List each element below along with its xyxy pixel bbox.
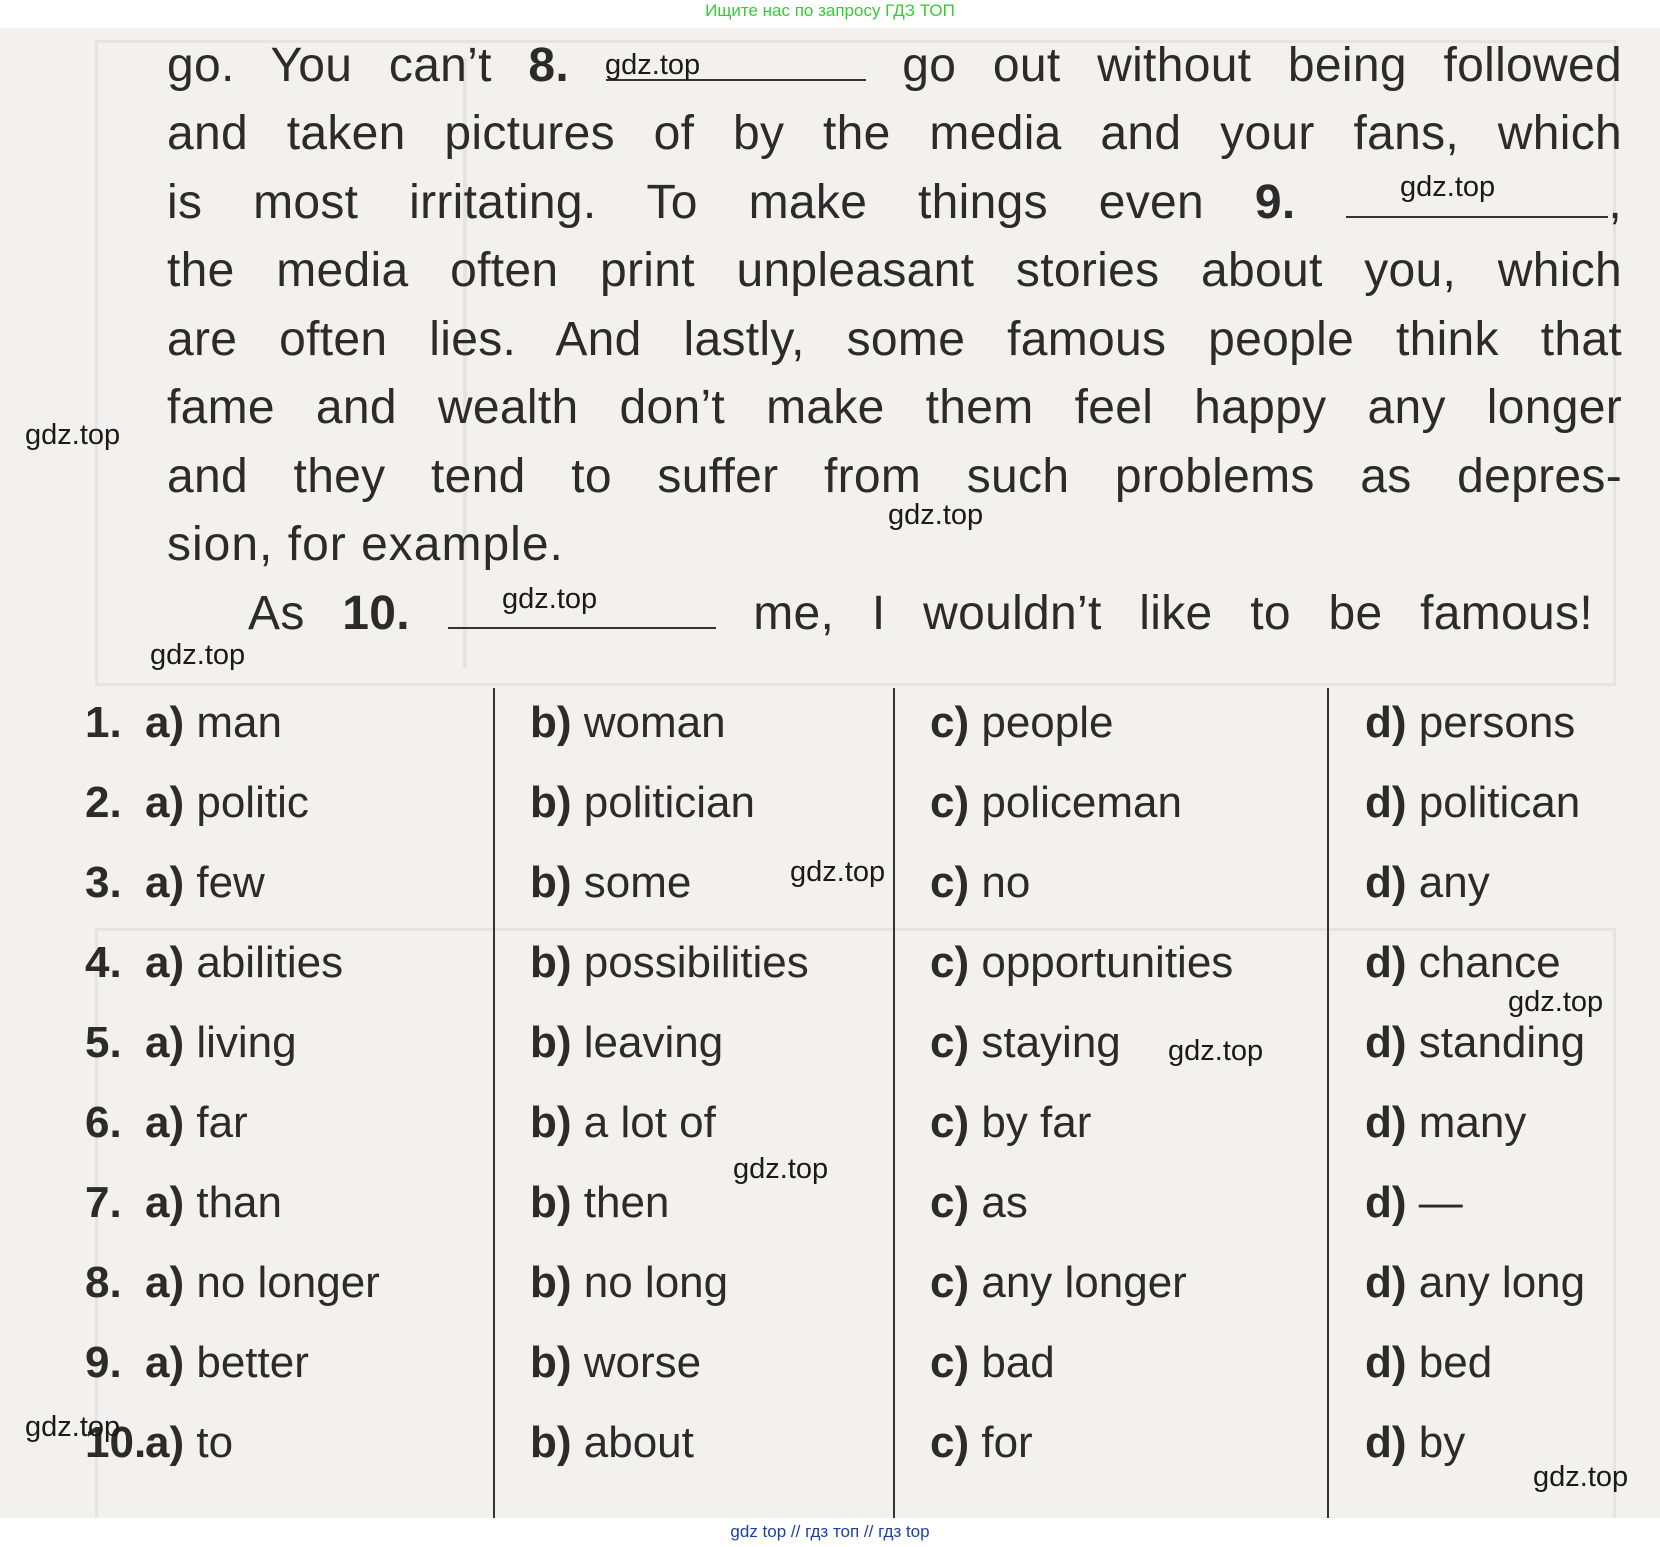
footer-banner: gdz top // гдз топ // гдз top [730,1522,930,1541]
option-9-c: c) bad [930,1338,1055,1387]
option-9-d: d) bed [1365,1338,1493,1387]
option-6-c: c) by far [930,1098,1092,1147]
option-7-d: d) — [1365,1178,1463,1227]
option-10-b: b) about [530,1418,694,1467]
watermark: gdz.top [25,419,121,451]
option-5-a: 5. a) living [85,1018,297,1067]
option-1-c: c) people [930,698,1114,747]
search-hint-banner: Ищите нас по запросу ГДЗ ТОП [705,1,955,20]
text-line-3: is most irritating. To make things even 9. , [167,176,1622,229]
text-line-7: and they tend to suffer from such problems as depres- [167,450,1622,503]
option-3-a: 3. a) few [85,858,265,907]
column-divider-3 [1327,688,1329,1518]
text-line-4: the media often print unpleasant stories about you, which [167,244,1622,297]
option-4-b: b) possibilities [530,938,809,987]
option-9-b: b) worse [530,1338,702,1387]
option-2-c: c) policeman [930,778,1182,827]
watermark: gdz.top [502,583,598,615]
watermark: gdz.top [25,1411,121,1443]
option-1-d: d) persons [1365,698,1576,747]
watermark: gdz.top [1168,1035,1264,1067]
option-3-d: d) any [1365,858,1490,907]
option-7-a: 7. a) than [85,1178,282,1227]
textbook-page [0,28,1660,1518]
option-1-a: 1. a) man [85,698,282,747]
watermark: gdz.top [733,1153,829,1185]
option-10-d: d) by [1365,1418,1466,1467]
option-6-b: b) a lot of [530,1098,716,1147]
option-6-a: 6. a) far [85,1098,248,1147]
watermark: gdz.top [1400,171,1496,203]
option-5-d: d) standing [1365,1018,1586,1067]
option-4-c: c) opportunities [930,938,1234,987]
option-3-c: c) no [930,858,1031,907]
watermark: gdz.top [790,856,886,888]
option-5-c: c) staying [930,1018,1121,1067]
option-2-a: 2. a) politic [85,778,309,827]
option-2-d: d) politican [1365,778,1581,827]
option-10-a: 10.a) to [85,1418,234,1467]
option-7-b: b) then [530,1178,670,1227]
option-9-a: 9. a) better [85,1338,309,1387]
option-5-b: b) leaving [530,1018,724,1067]
option-1-b: b) woman [530,698,726,747]
text-line-8: sion, for example. [167,518,564,571]
option-10-c: c) for [930,1418,1033,1467]
watermark: gdz.top [888,499,984,531]
option-8-c: c) any longer [930,1258,1187,1307]
option-8-a: 8. a) no longer [85,1258,380,1307]
option-6-d: d) many [1365,1098,1527,1147]
option-3-b: b) some [530,858,692,907]
option-7-c: c) as [930,1178,1028,1227]
watermark: gdz.top [1533,1461,1629,1493]
watermark: gdz.top [1508,986,1604,1018]
watermark: gdz.top [150,639,246,671]
option-8-b: b) no long [530,1258,729,1307]
text-line-2: and taken pictures of by the media and your fans, which [167,107,1622,160]
column-divider-1 [493,688,495,1518]
text-line-6: fame and wealth don’t make them feel happy any longer [167,381,1622,434]
watermark: gdz.top [605,49,701,81]
option-2-b: b) politician [530,778,755,827]
option-4-d: d) chance [1365,938,1561,987]
column-divider-2 [893,688,895,1518]
option-8-d: d) any long [1365,1258,1586,1307]
text-line-5: are often lies. And lastly, some famous people think that [167,313,1622,366]
option-4-a: 4. a) abilities [85,938,344,987]
text-line-1: go. You can’t 8. go out without being followed [167,39,1623,92]
text-line-9: As 10. me, I wouldn’t like to be famous! [248,587,1593,640]
